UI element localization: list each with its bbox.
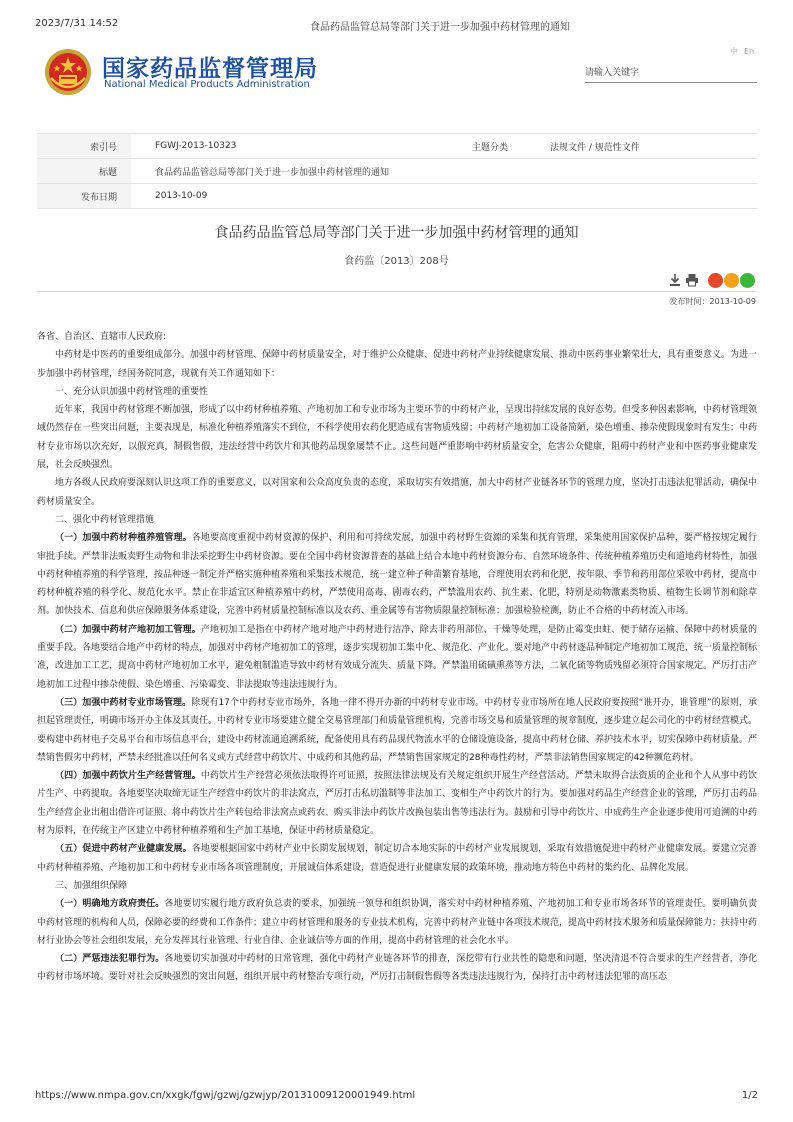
paragraph-text: 除现有17个中药材专业市场外，各地一律不得开办新的中药材专业市场。中药材专业市场所在地人民政府要按照“谁开办，谁管理”的原则，承担起管理责任，明确市场开办主体及其责任。中药材专业市场要建立健全交易管理部门和质量管理机构，完善市场交易和质量管理的规章制度，逐步建立起公司化的中药材经营模式。要构建中药材电子交易平台和市场信息平台，建设中药材流通追溯系统，配备使用具有药品现代物流水平的仓储设施设备，提高中药材仓储、养护技术水平，切实保障中药材质量。严禁销售假劣中药材，严禁未经批准以任何名义或方式经营中药饮片、中成药和其他药品，严禁销售国家规定的28种毒性药材，严禁非法销售国家规定的42种濒危药材。 [37,697,758,763]
lang-zh-link[interactable]: 中 [730,47,738,56]
document-body [37,328,757,987]
lang-en-link[interactable]: En [744,47,755,56]
paragraph-text: 各地要根据国家中药材产业中长期发展规划，制定切合本地实际的中药材产业发展规划，采取有效措施促进中药材产业健康发展。要建立完善中药材种植养殖、产地初加工和中药材专业市场各项管理制度，开展诚信体系建设，营造促进行业健康发展的政策环境，推动地方特色中药材的集约化、品牌化发展。 [37,844,757,873]
section-heading-2: 二、强化中药材管理措施 [55,514,155,525]
paragraph-background: 近年来，我国中药材管理不断加强，形成了以中药材种植养殖、产地初加工和专业市场为主要环节的中药材产业，呈现出持续发展的良好态势。但受多种因素影响，中药材管理领域仍然存在一些突出问题，主要表现是，标准化种植养殖落实不到位，不科学使用农药化肥造成有害物质残留；中药材产地初加工设备简陋，染色增重、掺杂使假现象时有发生；中药材专业市场以次充好，以假充真，制假售假，违法经营中药饮片和其他药品现象屡禁不止。这些问题严重影响中药材质量安全，危害公众健康，阻碍中药材产业和中医药事业健康发展，社会反映强烈。 [37,405,758,471]
brand-name-en: National Medical Products Administration [104,79,310,90]
paragraph-market [37,694,757,767]
paragraph-responsibility [37,895,757,950]
paragraph-lead: （三）加强中药材专业市场管理。 [55,697,192,708]
meta-date-value: 2013-10-09 [131,184,757,209]
print-icon[interactable] [685,273,699,287]
print-page-title: 食品药品监管总局等部门关于进一步加强中药材管理的通知 [310,22,570,33]
paragraph-lead: （二）严惩违法犯罪行为。 [55,954,165,965]
print-footer [35,1090,758,1101]
paragraph-lead: （二）加强中药材产地初加工管理。 [55,624,201,635]
language-switcher [730,46,760,57]
document-number: 食药监〔2013〕208号 [344,256,449,267]
paragraph-industry [37,840,757,877]
meta-date-label: 发布日期 [37,184,131,209]
meta-index-value: FGWJ-2013-10323 [131,134,408,159]
national-emblem-icon [44,48,92,96]
paragraph-text: 中药饮片生产经营必须依法取得许可证照，按照法律法规及有关规定组织开展生产经营活动。严禁未取得合法资质的企业和个人从事中药饮片生产、中药提取。各地要坚决取缔无证生产经营中药饮片的非法窝点，严厉打击私切滥制等非法加工、变相生产中药饮片的行为。要加强对药品生产经营企业的管理，严厉打击药品生产经营企业出租出借许可证照、将中药饮片生产转包给非法窝点或药农、购买非法中药饮片改换包装出售等违法行为。鼓励和引导中药饮片、中成药生产企业逐步使用可追溯的中药材为原料，在传统主产区建立中药材种植养殖和生产加工基地，保证中药材质量稳定。 [37,771,758,837]
paragraph-lead: （四）加强中药饮片生产经营管理。 [55,771,201,782]
search-input[interactable]: 请输入关键字 [585,64,757,83]
download-icon[interactable] [668,273,682,287]
site-logo[interactable] [44,48,464,100]
meta-category-label: 主题分类 [408,134,526,159]
paragraph-text: 产地初加工是指在中药材产地对地产中药材进行洁净、除去非药用部位、干燥等处理，是防止霉变虫蛀、便于储存运输、保障中药材质量的重要手段。各地要结合地产中药材的特点，加强对中药材产地初加工的管理，逐步实现初加工集中化、规范化、产业化。要对地产中药材逐品种制定产地初加工规范，统一质量控制标准，改进加工工艺，提高中药材产地初加工水平，避免粗制滥造导致中药材有效成分流失、质量下降。严禁滥用硫磺熏蒸等方法，二氧化硫等物质残留必须符合国家规定。严厉打击产地初加工过程中掺杂使假、染色增重、污染霉变、非法提取等违法违规行为。 [37,624,758,690]
paragraph-text: 各地要切实加强对中药材的日常管理，强化中药材产业链各环节的排查，深挖带有行业共性的隐患和问题，坚决清退不符合要求的生产经营者，净化中药材市场环境。要针对社会反映强烈的突出问题，组织开展中药材整治专项行动，严厉打击制假售假等各类违法违规行为，保持打击中药材违法犯罪的高压态 [37,954,757,983]
brand-name-cn: 国家药品监督管理局 [102,56,318,82]
meta-row-date [37,184,757,209]
print-datetime: 2023/7/31 14:52 [35,18,119,29]
paragraph-lead: （五）促进中药材产业健康发展。 [55,844,192,855]
paragraph-processing [37,621,757,694]
paragraph-text: 各地要高度重视中药材资源的保护、利用和可持续发展，加强中药材野生资源的采集和抚育管理，采集使用国家保护品种，要严格按规定履行审批手续。严禁非法贩卖野生动物和非法采挖野生中药材资源。要在全国中药材资源普查的基础上结合本地中药材资源分布、自然环境条件、传统种植养殖历史和道地药材特性，加强中药材种植养殖的科学管理，按品种逐一制定并严格实施种植养殖和采集技术规范，统一建立种子种苗繁育基地，合理使用农药和化肥，按年限、季节和药用部位采收中药材，提高中药材种植养殖的科学化、规范化水平。禁止在非适宜区种植养殖中药材，严禁使用高毒、剧毒农药，严禁滥用农药、抗生素、化肥，特别是动物激素类物质、植物生长调节剂和除草剂。加快技术、信息和供应保障服务体系建设，完善中药材质量控制标准以及农药、重金属等有害物质限量控制标准；加强检验检测，防止不合格的中药材流入市场。 [37,533,758,617]
meta-index-label: 索引号 [37,134,131,159]
meta-title-value: 食品药品监管总局等部门关于进一步加强中药材管理的通知 [131,159,757,184]
paragraph-planting [37,529,757,620]
paragraph-lead: （一）明确地方政府责任。 [55,899,165,910]
paragraph-intro: 中药材是中医药的重要组成部分。加强中药材管理、保障中药材质量安全，对于维护公众健康、促进中药材产业持续健康发展、推动中医药事业繁荣壮大，具有重要意义。为进一步加强中药材管理，经国务院同意，现就有关工作通知如下： [37,350,758,379]
paragraph-significance: 地方各级人民政府要深刻认识这项工作的重要意义，以对国家和公众高度负责的态度，采取切实有效措施，加大中药材产业链各环节的管理力度，坚决打击违法犯罪活动，确保中药材质量安全。 [37,478,758,507]
salutation: 各省、自治区、直辖市人民政府: [37,332,167,342]
meta-row-title [37,159,757,184]
meta-title-label: 标题 [37,159,131,184]
paragraph-crackdown [37,950,757,987]
title-divider [37,291,757,292]
meta-row-index [37,134,757,159]
print-header [35,18,758,32]
weibo-share-icon[interactable] [708,273,723,288]
publish-date: 发布时间：2013-10-09 [669,297,756,306]
meta-category-value: 法规文件 / 规范性文件 [526,134,757,159]
section-heading-3: 三、加强组织保障 [55,880,128,891]
paragraph-lead: （一）加强中药材种植养殖管理。 [55,533,192,544]
wechat-share-icon[interactable] [740,273,755,288]
document-meta-table [37,133,757,209]
page-number: 1/2 [741,1090,758,1101]
section-heading-1: 一、充分认识加强中药材管理的重要性 [55,386,209,397]
qzone-share-icon[interactable] [724,273,739,288]
paragraph-pieces [37,767,757,840]
document-title: 食品药品监管总局等部门关于进一步加强中药材管理的通知 [214,225,579,241]
paragraph-text: 各地要切实履行地方政府负总责的要求，加强统一领导和组织协调，落实对中药材种植养殖、产地初加工和专业市场各环节的管理责任。要明确负责中药材管理的机构和人员，保障必要的经费和工作条件；建立中药材管理和服务的专业技术机构，完善中药材产业链中各项技术规范，提高中药材技术服务和质量保障能力；扶持中药材行业协会等社会组织发展，充分发挥其行业管理、行业自律、企业诚信等方面的作用，提高中药材管理的社会化水平。 [37,899,758,946]
page-url: https://www.nmpa.gov.cn/xxgk/fgwj/gzwj/gzwjyp/20131009120001949.html [35,1090,416,1101]
